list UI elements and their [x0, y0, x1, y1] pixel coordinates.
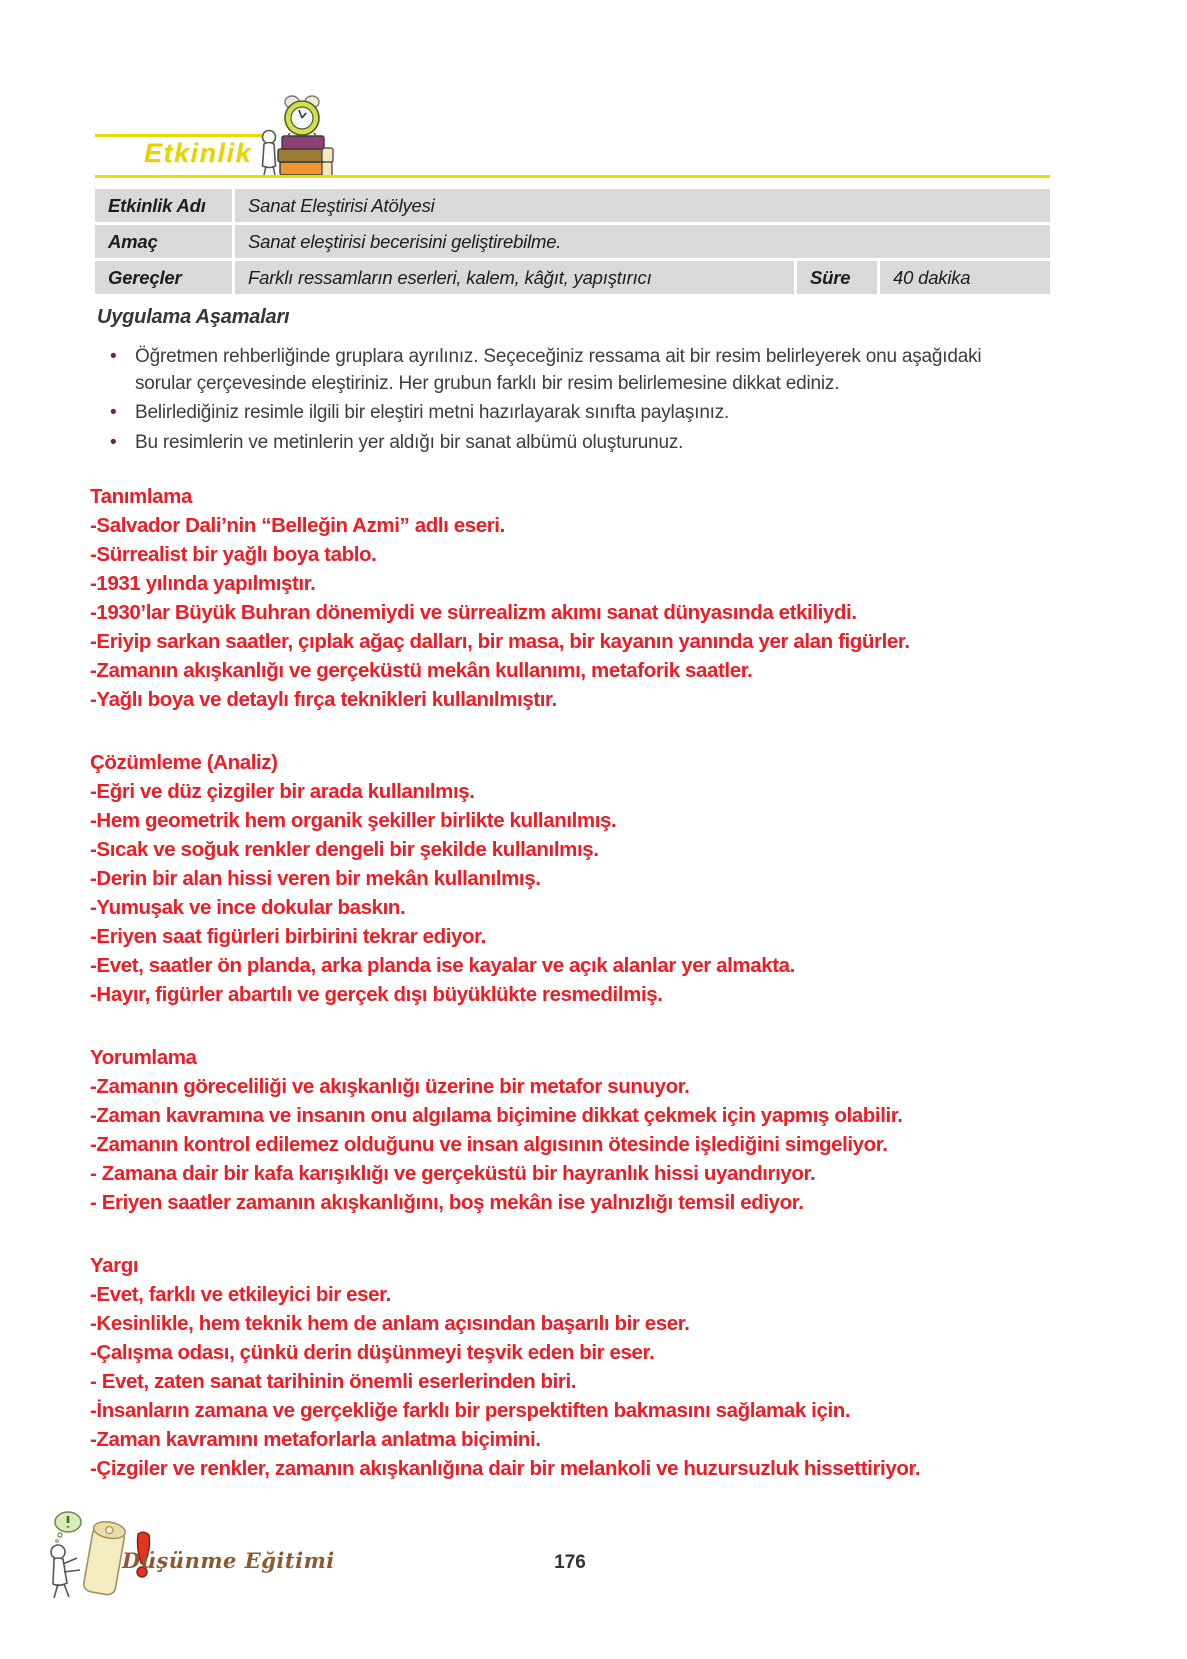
steps-list [95, 344, 1015, 459]
section-line: -Evet, saatler ön planda, arka planda ise kayalar ve açık alanlar yer almakta. [90, 954, 795, 977]
clock-on-books-icon [254, 92, 346, 182]
critique-sections [90, 482, 1075, 1517]
page-number: 176 [554, 1552, 586, 1573]
section-yargi [90, 1251, 1075, 1483]
section-tanimlama [90, 482, 1075, 714]
bullet-text: Öğretmen rehberliğinde gruplara ayrılınız. Seçeceğiniz ressama ait bir resim belirleyerek onu aşağıdaki sorular çerçevesinde eleştiriniz. Her grubun farklı bir resim belirlemesine dikkat ediniz. [135, 346, 982, 394]
table-label-sure: Süre [797, 261, 877, 294]
section-title: Tanımlama [90, 485, 192, 508]
header-rule-full [95, 175, 1050, 178]
table-label-etkinlik-adi: Etkinlik Adı [95, 189, 232, 222]
table-value-gerecler: Farklı ressamların eserleri, kalem, kâğıt, yapıştırıcı [235, 261, 794, 294]
section-line: -Hayır, figürler abartılı ve gerçek dışı büyüklükte resmedilmiş. [90, 983, 663, 1006]
section-line: - Zamana dair bir kafa karışıklığı ve gerçeküstü bir hayranlık hissi uyandırıyor. [90, 1162, 816, 1185]
alarm-clock-icon [285, 96, 319, 137]
bullet-text: Belirlediğiniz resimle ilgili bir eleştiri metni hazırlayarak sınıfta paylaşınız. [135, 402, 730, 423]
section-line: -Zaman kavramını metaforlarla anlatma biçimini. [90, 1428, 541, 1451]
section-line: -1930’lar Büyük Buhran dönemiydi ve sürrealizm akımı sanat dünyasında etkiliydi. [90, 601, 857, 624]
table-label-amac: Amaç [95, 225, 232, 258]
section-line: -Yağlı boya ve detaylı fırça teknikleri kullanılmıştır. [90, 688, 557, 711]
table-value-etkinlik-adi: Sanat Eleştirisi Atölyesi [235, 189, 1050, 222]
section-line: -Eğri ve düz çizgiler bir arada kullanılmış. [90, 780, 475, 803]
section-line: -Kesinlikle, hem teknik hem de anlam açısından başarılı bir eser. [90, 1312, 690, 1335]
section-lines [90, 511, 1075, 714]
section-cozumleme [90, 748, 1075, 1009]
section-line: -Zamanın akışkanlığı ve gerçeküstü mekân kullanımı, metaforik saatler. [90, 659, 753, 682]
activity-banner-label: Etkinlik [144, 138, 253, 168]
section-title: Yorumlama [90, 1046, 197, 1069]
section-line: -İnsanların zamana ve gerçekliğe farklı bir perspektiften bakmasını sağlamak için. [90, 1399, 851, 1422]
section-line: - Evet, zaten sanat tarihinin önemli eserlerinden biri. [90, 1370, 577, 1393]
list-item [95, 344, 1015, 397]
section-line: -Zamanın göreceliliği ve akışkanlığı üzerine bir metafor sunuyor. [90, 1075, 690, 1098]
table-value-sure: 40 dakika [880, 261, 1050, 294]
section-line: -Çalışma odası, çünkü derin düşünmeyi teşvik eden bir eser. [90, 1341, 655, 1364]
section-line: - Eriyen saatler zamanın akışkanlığını, boş mekân ise yalnızlığı temsil ediyor. [90, 1191, 804, 1214]
section-line: -Derin bir alan hissi veren bir mekân kullanılmış. [90, 867, 541, 890]
section-title: Yargı [90, 1254, 139, 1277]
section-lines [90, 777, 1075, 1009]
section-line: -Sürrealist bir yağlı boya tablo. [90, 543, 377, 566]
section-line: -Çizgiler ve renkler, zamanın akışkanlığına dair bir melankoli ve huzursuzluk hissettiriyor. [90, 1457, 921, 1480]
table-value-amac: Sanat eleştirisi becerisini geliştirebilme. [235, 225, 1050, 258]
section-line: -Yumuşak ve ince dokular baskın. [90, 896, 406, 919]
section-line: -Sıcak ve soğuk renkler dengeli bir şekilde kullanılmış. [90, 838, 599, 861]
bullet-text: Bu resimlerin ve metinlerin yer aldığı bir sanat albümü oluşturunuz. [135, 431, 684, 453]
list-item [95, 400, 1015, 427]
section-line: -Zaman kavramına ve insanın onu algılama biçimine dikkat çekmek için yapmış olabilir. [90, 1104, 903, 1127]
table-label-gerecler: Gereçler [95, 261, 232, 294]
section-line: -Eriyip sarkan saatler, çıplak ağaç dalları, bir masa, bir kayanın yanında yer alan figürler. [90, 630, 910, 653]
thought-bubble-icon [55, 1512, 81, 1542]
section-lines [90, 1072, 1075, 1217]
section-line: -Eriyen saat figürleri birbirini tekrar ediyor. [90, 925, 486, 948]
section-title: Çözümleme (Analiz) [90, 751, 278, 774]
section-line: -Evet, farklı ve etkileyici bir eser. [90, 1283, 391, 1306]
section-lines [90, 1280, 1075, 1483]
section-line: -Hem geometrik hem organik şekiller birlikte kullanılmış. [90, 809, 617, 832]
book-stack [278, 136, 333, 176]
stick-figure [263, 131, 276, 176]
activity-info-table [95, 189, 1050, 294]
section-line: -Zamanın kontrol edilemez olduğunu ve insan algısının ötesinde işlediğini simgeliyor. [90, 1133, 888, 1156]
section-line: -1931 yılında yapılmıştır. [90, 572, 316, 595]
list-item [95, 430, 1015, 457]
book-brand-title: Düşünme Eğitimi [122, 1548, 335, 1573]
section-yorumlama [90, 1043, 1075, 1217]
header-rule-left [95, 134, 267, 137]
section-line: -Salvador Dali’nin “Belleğin Azmi” adlı eseri. [90, 514, 505, 537]
steps-heading: Uygulama Aşamaları [97, 306, 290, 328]
